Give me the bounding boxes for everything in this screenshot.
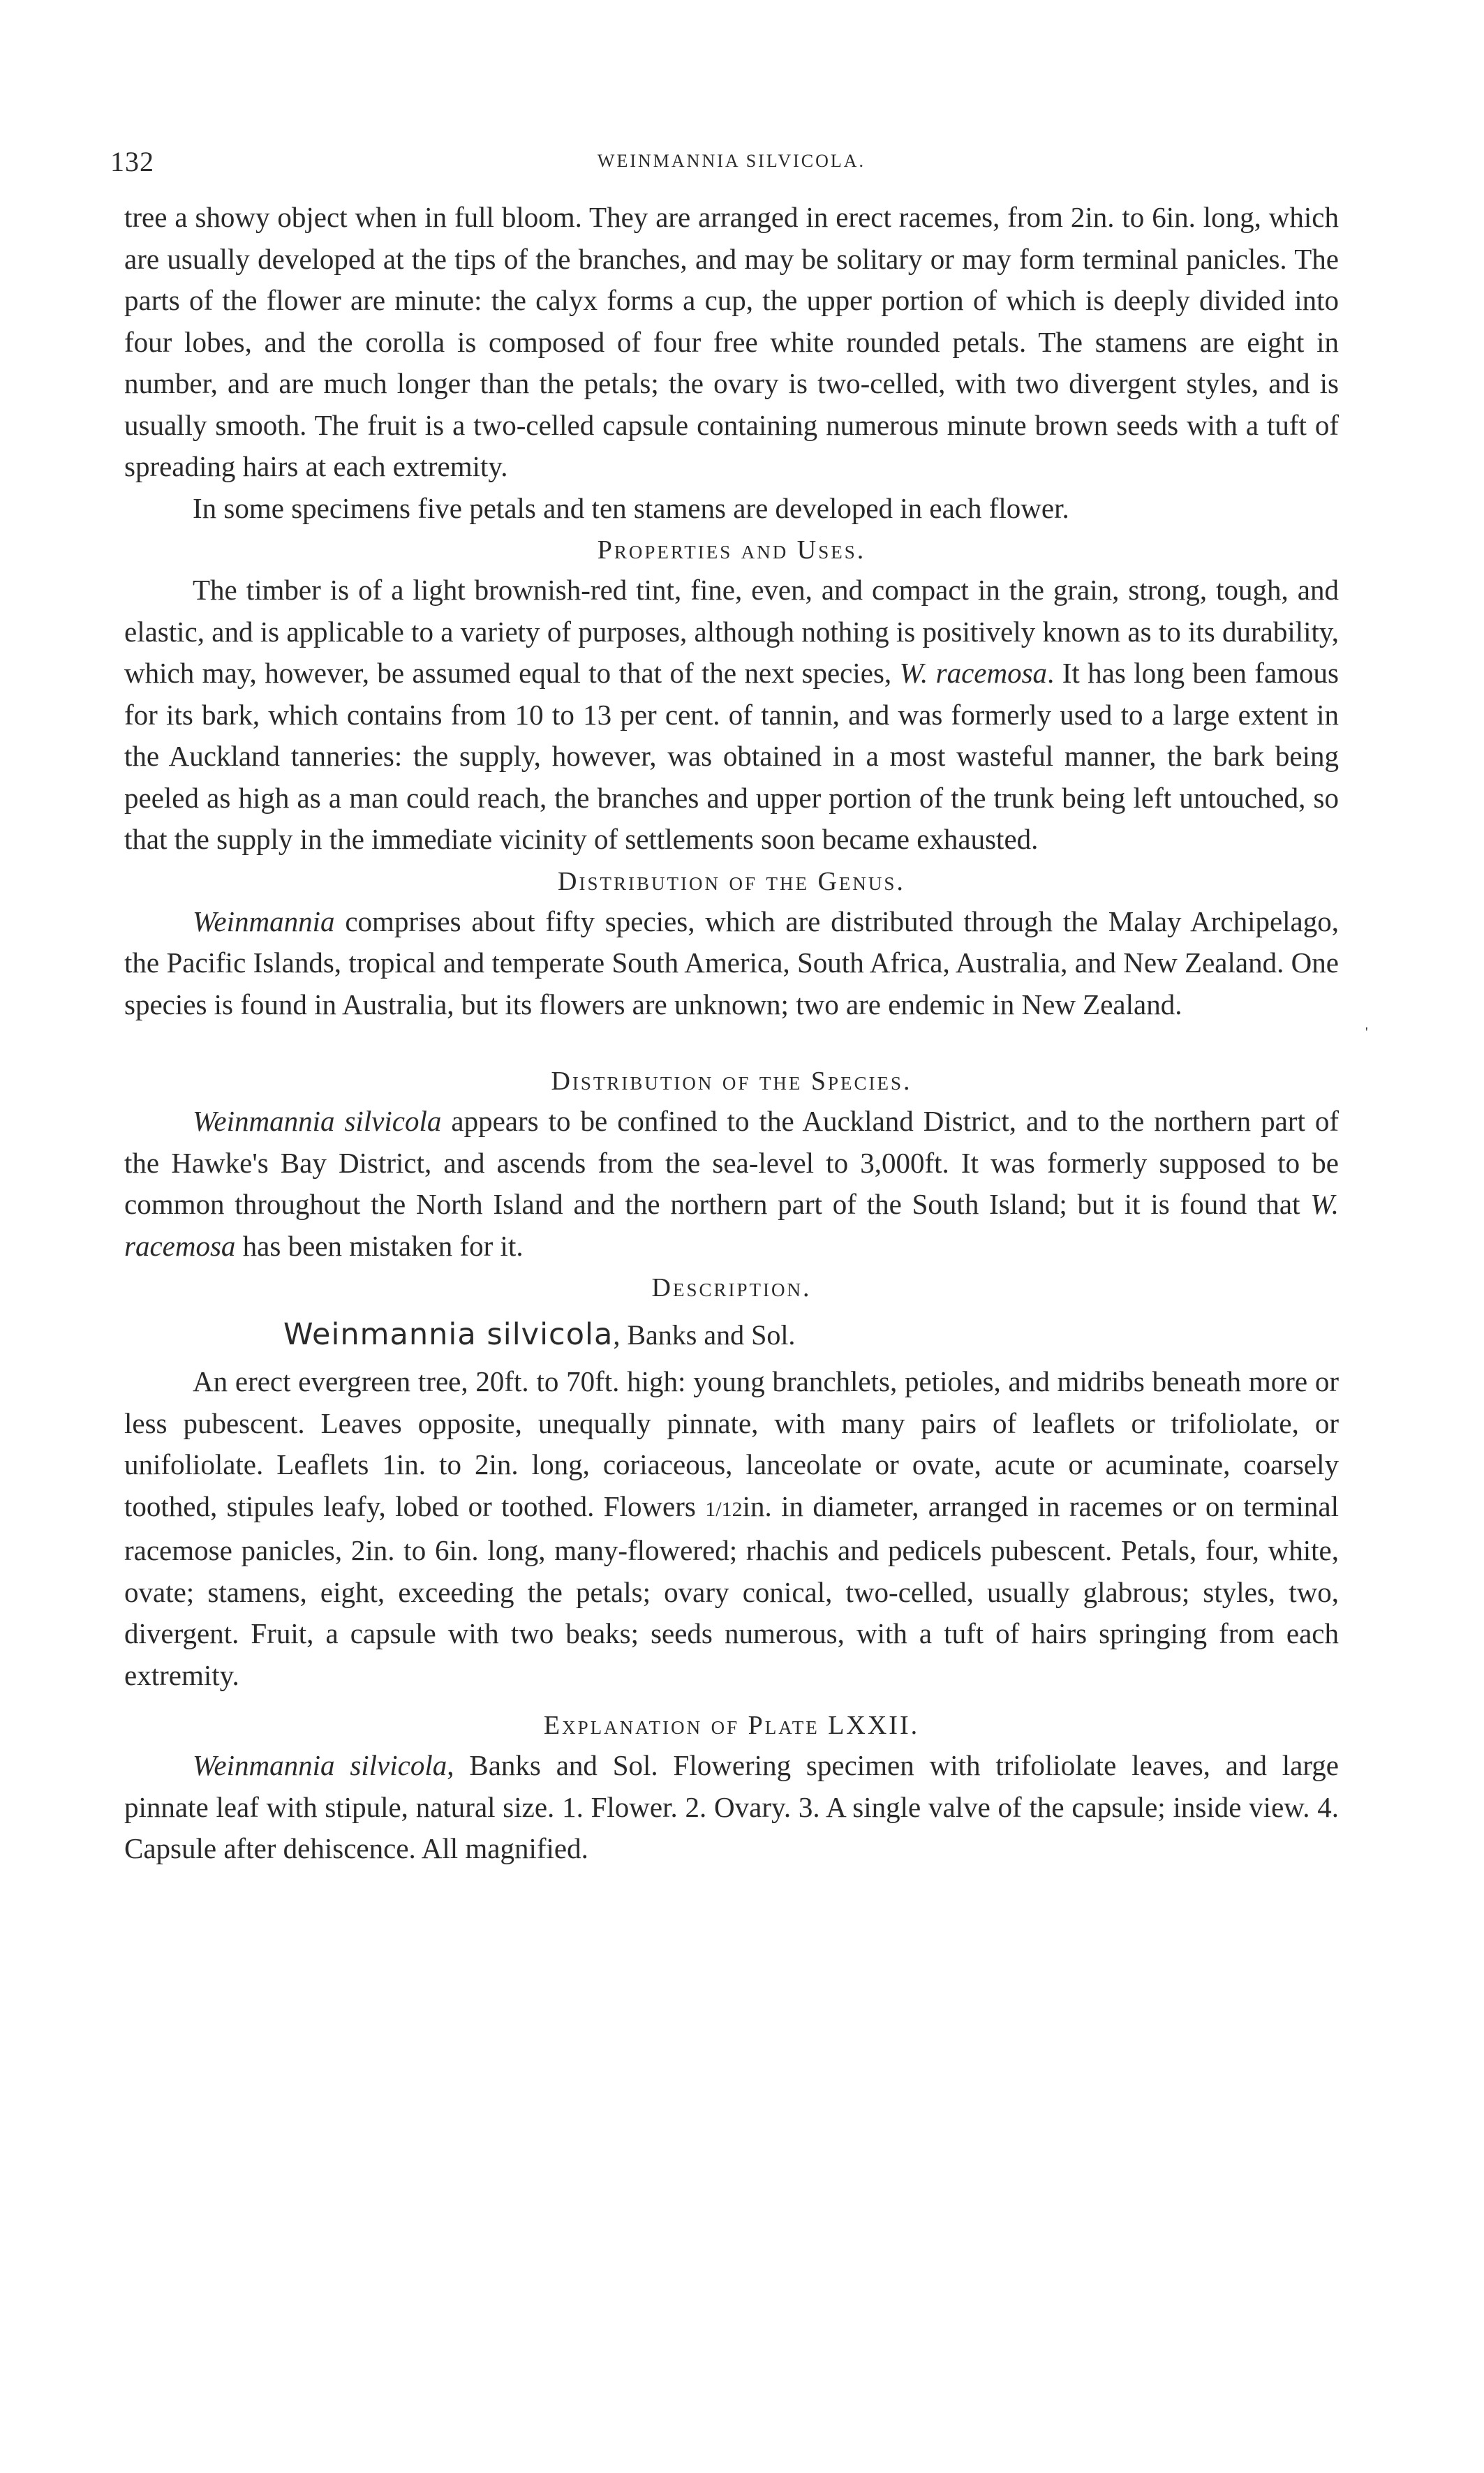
page-number: 132 <box>110 146 154 177</box>
species-heading: Distribution of the Species. <box>551 1067 912 1096</box>
genus-name: Weinmannia <box>193 905 335 937</box>
plate-paragraph: Weinmannia silvicola, Banks and Sol. Flowering specimen with trifoliolate leaves, and large pinnate leaf with stipule, natural size. 1. Flower. 2. Ovary. 3. A single valve of the capsule; inside view. 4. Capsule after dehiscence. All magnified. <box>124 1749 1339 1864</box>
fraction: 1/12 <box>705 1497 743 1521</box>
intro-paragraph-2: In some specimens five petals and ten stamens are developed in each flower. <box>193 491 1069 524</box>
species-ref: W. racemosa <box>899 657 1048 689</box>
species-authority: , Banks and Sol. <box>613 1319 796 1351</box>
species-ref-2: W. racemosa <box>124 1188 1339 1262</box>
properties-heading: Properties and Uses. <box>597 535 866 565</box>
plate-species-name: Weinmannia silvicola <box>193 1749 447 1781</box>
margin-dot: ' <box>1365 1025 1368 1040</box>
running-head <box>110 140 1339 188</box>
running-title: WEINMANNIA SILVICOLA. <box>597 151 866 171</box>
genus-paragraph: Weinmannia comprises about fifty species, which are distributed through the Malay Archipelago, the Pacific Islands, tropical and temperate South America, South Africa, Australia, and New Zealand. One species is found in Australia, but its flowers are unknown; two are endemic in New Zealand. <box>124 905 1339 1020</box>
properties-paragraph: The timber is of a light brownish-red tint, fine, even, and compact in the grain, strong, tough, and elastic, and is applicable to a variety of purposes, although nothing is positively known as to its durability, which may, however, be assumed equal to that of the next species, W. racemosa. It has long been famous for its bark, which contains from 10 to 13 per cent. of tannin, and was formerly used to a large extent in the Auckland tanneries: the supply, however, was obtained in a most wasteful manner, the bark being peeled as high as a man could reach, the branches and upper portion of the trunk being left untouched, so that the supply in the immediate vicinity of settlements soon became exhausted. <box>124 574 1339 855</box>
species-title-name: Weinmannia silvicola <box>283 1317 614 1352</box>
species-name-ref: Weinmannia silvicola <box>193 1105 442 1137</box>
intro-paragraph: tree a showy object when in full bloom. They are arranged in erect racemes, from 2in. to 6in. long, which are usually developed at the tips of the branches, and may be solitary or may form terminal panicles. The parts of the flower are minute: the calyx forms a cup, the upper portion of which is deeply divided into four lobes, and the corolla is composed of four free white rounded petals. The stamens are eight in number, and are much longer than the petals; the ovary is two-celled, with two divergent styles, and is usually smooth. The fruit is a two-celled capsule containing numerous minute brown seeds with a tuft of spreading hairs at each extremity. <box>124 201 1339 482</box>
species-title <box>283 1312 1339 1358</box>
description-heading: Description. <box>651 1273 812 1302</box>
description-paragraph: An erect evergreen tree, 20ft. to 70ft. high: young branchlets, petioles, and midribs beneath more or less pubescent. Leaves opposite, unequally pinnate, with many pairs of leaflets or trifoliolate, or unifoliolate. Leaflets 1in. to 2in. long, coriaceous, lanceolate or ovate, acute or acuminate, coarsely toothed, stipules leafy, lobed or toothed. Flowers 1/12in. in diameter, arranged in racemes or on terminal racemose panicles, 2in. to 6in. long, many-flowered; rhachis and pedicels pubescent. Petals, four, white, ovate; stamens, eight, exceeding the petals; ovary conical, two-celled, usually glabrous; styles, two, divergent. Fruit, a capsule with two beaks; seeds numerous, with a tuft of hairs springing from each extremity. <box>124 1365 1339 1691</box>
page <box>110 140 1339 1870</box>
genus-heading: Distribution of the Genus. <box>558 866 905 896</box>
plate-heading: Explanation of Plate LXXII. <box>543 1711 920 1740</box>
species-paragraph: Weinmannia silvicola appears to be confined to the Auckland District, and to the northern part of the Hawke's Bay District, and ascends from the sea-level to 3,000ft. It was formerly supposed to be common throughout the North Island and the northern part of the South Island; but it is found that W. racemosa has been mistaken for it. <box>124 1105 1339 1262</box>
